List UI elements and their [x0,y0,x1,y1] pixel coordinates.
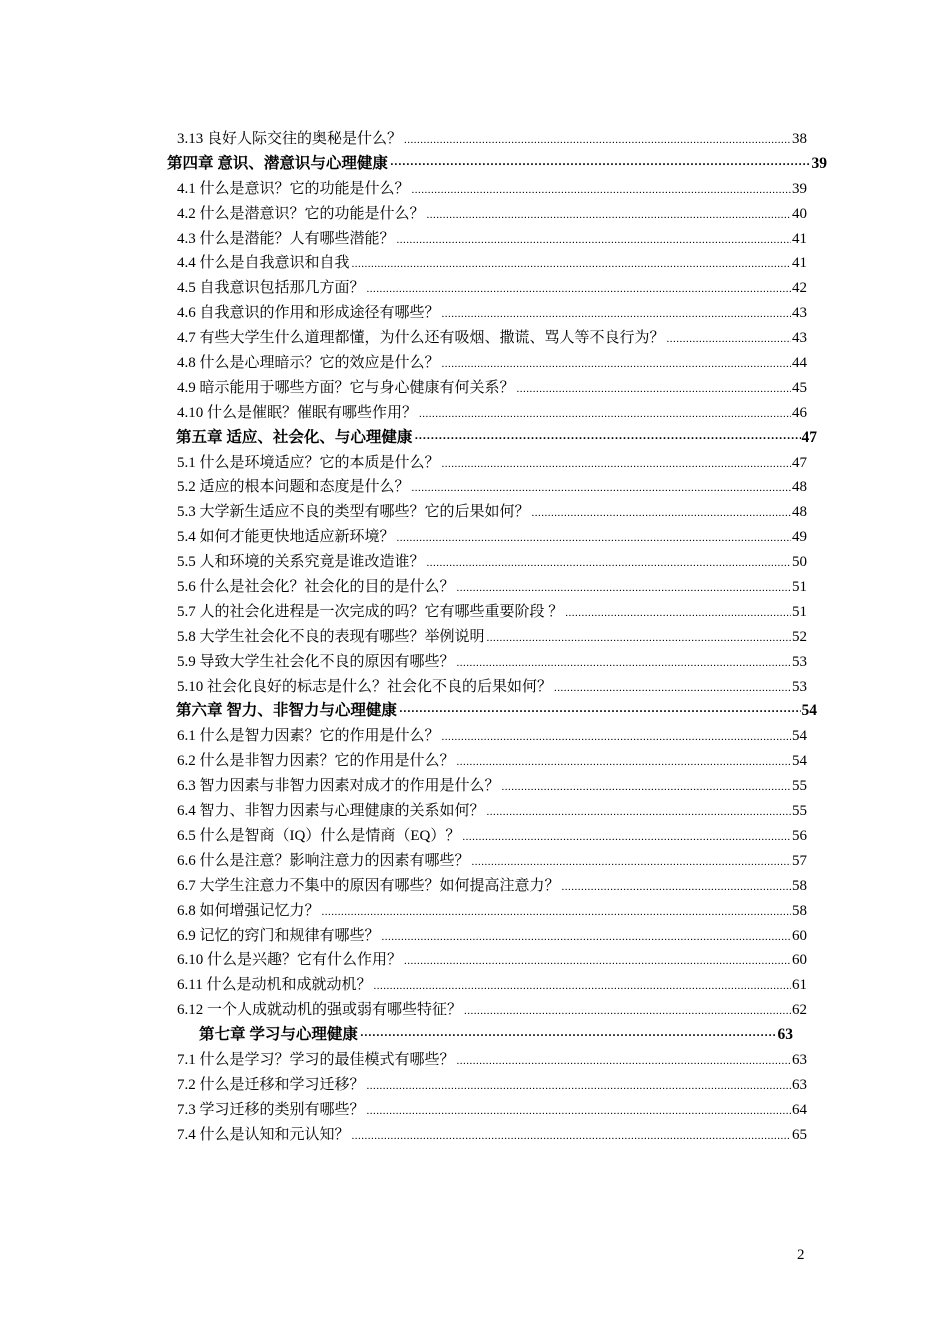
toc-page-number: 58 [792,877,807,894]
dot-leader [414,426,800,451]
toc-entry[interactable] [0,475,950,500]
toc-entry[interactable] [0,625,950,650]
dot-leader [457,576,791,601]
toc-entry[interactable] [0,724,950,749]
toc-entry[interactable] [0,202,950,227]
toc-entry[interactable] [0,177,950,202]
toc-entry-title: 4.10 什么是催眠？催眠有哪些作用？ [177,404,418,421]
toc-entry-title: 4.8 什么是心理暗示？它的效应是什么？ [177,355,440,372]
toc-chapter-heading[interactable] [0,1023,950,1048]
toc-page-number: 44 [792,355,807,372]
toc-entry[interactable] [0,500,950,525]
toc-entry[interactable] [0,451,950,476]
dot-leader [397,526,791,551]
toc-entry-title: 7.2 什么是迁移和学习迁移？ [177,1076,365,1093]
dot-leader [442,725,791,750]
dot-leader [367,1099,791,1124]
toc-entry[interactable] [0,924,950,949]
toc-line [177,650,807,676]
toc-entry-title: 6.4 智力、非智力因素与心理健康的关系如何？ [177,803,485,820]
toc-page-number: 43 [792,330,807,347]
dot-leader [667,327,791,352]
toc-entry-title: 第六章 智力、非智力与心理健康 [176,702,397,720]
toc-page-number: 60 [792,927,807,944]
table-of-contents [0,127,950,1148]
toc-entry[interactable] [0,575,950,600]
dot-leader [427,551,791,576]
toc-page-number: 38 [792,131,807,147]
toc-page-number: 48 [792,479,807,496]
toc-line [199,1023,793,1048]
toc-line [177,824,807,850]
toc-entry-title: 5.5 人和环境的关系究竟是谁改造谁？ [177,554,425,571]
toc-entry[interactable] [0,401,950,426]
toc-entry-title: 6.9 记忆的窍门和规律有哪些？ [177,927,380,944]
toc-entry-title: 5.1 什么是环境适应？它的本质是什么？ [177,454,440,471]
toc-entry-title: 5.8 大学生社会化不良的表现有哪些？举例说明 [177,628,485,645]
toc-page-number: 45 [792,379,807,396]
toc-entry[interactable] [0,127,950,152]
toc-entry-title: 5.6 什么是社会化？社会化的目的是什么？ [177,579,455,596]
toc-line [177,774,807,800]
toc-line [177,251,807,277]
toc-entry[interactable] [0,251,950,276]
toc-entry[interactable] [0,799,950,824]
toc-entry-title: 4.7 有些大学生什么道理都懂，为什么还有吸烟、撒谎、骂人等不良行为？ [177,330,665,347]
toc-page-number: 64 [792,1101,807,1118]
toc-entry[interactable] [0,899,950,924]
dot-leader [412,178,791,203]
dot-leader [360,1023,777,1048]
toc-line [177,600,807,626]
dot-leader [373,974,791,999]
dot-leader [457,651,791,676]
toc-page-number: 52 [792,628,807,645]
toc-line [177,1123,807,1149]
dot-leader [367,1074,791,1099]
toc-entry-title: 5.9 导致大学生社会化不良的原因有哪些？ [177,653,455,670]
toc-page-number: 65 [792,1126,807,1143]
toc-line [177,127,807,153]
toc-entry[interactable] [0,550,950,575]
toc-entry-title: 4.4 什么是自我意识和自我 [177,255,350,272]
toc-entry-title: 第四章 意识、潜意识与心理健康 [167,154,388,172]
toc-page-number: 40 [792,205,807,222]
toc-line [177,874,807,900]
toc-line [177,401,807,427]
toc-entry[interactable] [0,675,950,700]
toc-chapter-heading[interactable] [0,152,950,177]
toc-entry[interactable] [0,774,950,799]
toc-line [177,749,807,775]
toc-page-number: 41 [792,230,807,247]
toc-line [177,924,807,950]
toc-entry[interactable] [0,1098,950,1123]
toc-line [177,973,807,999]
toc-page-number: 63 [777,1026,793,1044]
toc-page-number: 60 [792,952,807,969]
toc-line [177,625,807,651]
toc-line [177,351,807,377]
toc-line [177,675,807,701]
dot-leader [457,750,791,775]
toc-page-number: 54 [801,702,817,720]
toc-entry-title: 6.5 什么是智商（IQ）什么是情商（EQ）？ [177,827,461,844]
toc-line [177,1073,807,1099]
dot-leader [442,452,791,477]
toc-entry[interactable] [0,849,950,874]
toc-page-number: 46 [792,404,807,421]
toc-entry-title: 6.2 什么是非智力因素？它的作用是什么？ [177,753,455,770]
toc-entry[interactable] [0,749,950,774]
dot-leader [487,800,791,825]
toc-chapter-heading[interactable] [0,426,950,451]
toc-entry-title: 7.4 什么是认知和元认知？ [177,1126,350,1143]
toc-page-number: 47 [792,454,807,471]
toc-page-number: 53 [792,653,807,670]
toc-line [177,451,807,477]
toc-page-number: 49 [792,529,807,546]
toc-line [177,1048,807,1074]
toc-page-number: 57 [792,852,807,869]
toc-entry-title: 6.6 什么是注意？影响注意力的因素有哪些？ [177,852,470,869]
toc-line [176,699,817,724]
dot-leader [532,501,791,526]
toc-entry[interactable] [0,351,950,376]
toc-line [176,426,817,451]
toc-line [167,152,827,177]
dot-leader [427,203,791,228]
toc-entry[interactable] [0,301,950,326]
dot-leader [352,1124,791,1149]
toc-entry[interactable] [0,227,950,252]
dot-leader [554,676,791,701]
dot-leader [382,925,791,950]
dot-leader [464,999,791,1024]
toc-line [177,475,807,501]
toc-entry[interactable] [0,948,950,973]
toc-entry[interactable] [0,525,950,550]
dot-leader [390,152,811,177]
toc-entry-title: 4.5 自我意识包括那几方面？ [177,280,365,297]
toc-entry-title: 6.8 如何增强记忆力？ [177,902,320,919]
toc-page-number: 63 [792,1076,807,1093]
toc-entry-title: 7.3 学习迁移的类别有哪些？ [177,1101,365,1118]
toc-page-number: 55 [792,803,807,820]
toc-entry[interactable] [0,650,950,675]
toc-page-number: 58 [792,902,807,919]
toc-page-number: 53 [792,678,807,695]
toc-entry-title: 第七章 学习与心理健康 [199,1026,358,1044]
toc-entry[interactable] [0,1048,950,1073]
toc-line [177,799,807,825]
toc-entry-title: 4.1 什么是意识？它的功能是什么？ [177,180,410,197]
toc-line [177,550,807,576]
toc-entry-title: 5.4 如何才能更快地适应新环境？ [177,529,395,546]
toc-entry-title: 6.7 大学生注意力不集中的原因有哪些？如何提高注意力？ [177,877,560,894]
dot-leader [487,626,791,651]
toc-page-number: 56 [792,827,807,844]
toc-line [177,376,807,402]
toc-entry-title: 5.10 社会化良好的标志是什么？社会化不良的后果如何？ [177,678,553,695]
toc-page-number: 61 [792,977,807,994]
toc-page-number: 50 [792,554,807,571]
toc-entry-title: 4.9 暗示能用于哪些方面？它与身心健康有何关系？ [177,379,515,396]
toc-entry-title: 6.3 智力因素与非智力因素对成才的作用是什么？ [177,778,500,795]
toc-entry[interactable] [0,973,950,998]
toc-entry-title: 5.7 人的社会化进程是一次完成的吗？它有哪些重要阶段 ？ [177,603,564,620]
dot-leader [352,252,791,277]
toc-line [177,500,807,526]
toc-entry-title: 4.6 自我意识的作用和形成途径有哪些？ [177,305,440,322]
dot-leader [367,277,791,302]
toc-entry[interactable] [0,326,950,351]
toc-entry[interactable] [0,998,950,1023]
toc-page-number: 62 [792,1002,807,1019]
toc-page-number: 55 [792,778,807,795]
page-number: 2 [797,1247,805,1263]
toc-line [177,202,807,228]
dot-leader [412,476,791,501]
toc-entry-title: 4.2 什么是潜意识？它的功能是什么？ [177,205,425,222]
toc-line [177,1098,807,1124]
toc-chapter-heading[interactable] [0,699,950,724]
toc-entry-title: 4.3 什么是潜能？人有哪些潜能？ [177,230,395,247]
toc-entry[interactable] [0,600,950,625]
dot-leader [502,775,791,800]
toc-line [177,849,807,875]
toc-entry[interactable] [0,376,950,401]
toc-entry[interactable] [0,1073,950,1098]
dot-leader [462,825,791,850]
dot-leader [442,302,791,327]
toc-page-number: 63 [792,1051,807,1068]
toc-entry[interactable] [0,824,950,849]
toc-page-number: 54 [792,728,807,745]
dot-leader [565,601,791,626]
toc-entry-title: 7.1 什么是学习？学习的最佳模式有哪些？ [177,1051,455,1068]
toc-line [177,724,807,750]
toc-entry-title: 6.10 什么是兴趣？它有什么作用？ [177,952,403,969]
dot-leader [442,352,791,377]
dot-leader [322,900,791,925]
toc-entry-title: 6.12 一个人成就动机的强或弱有哪些特征？ [177,1002,463,1019]
toc-entry[interactable] [0,1123,950,1148]
dot-leader [404,949,791,974]
toc-page-number: 54 [792,753,807,770]
toc-page-number: 39 [792,180,807,197]
toc-line [177,899,807,925]
toc-entry[interactable] [0,276,950,301]
toc-entry-title: 第五章 适应、社会化、与心理健康 [176,428,413,446]
toc-entry[interactable] [0,874,950,899]
toc-page-number: 41 [792,255,807,272]
toc-page-number: 43 [792,305,807,322]
dot-leader [562,875,791,900]
dot-leader [397,228,791,253]
toc-page-number: 48 [792,504,807,521]
toc-line [177,525,807,551]
dot-leader [399,699,801,724]
toc-entry-title: 6.11 什么是动机和成就动机？ [177,977,372,994]
dot-leader [419,402,791,427]
toc-entry-title: 6.1 什么是智力因素？它的作用是什么？ [177,728,440,745]
toc-page-number: 42 [792,280,807,297]
toc-entry-title: 5.3 大学新生适应不良的类型有哪些？它的后果如何？ [177,504,530,521]
toc-line [177,276,807,302]
dot-leader [457,1049,791,1074]
toc-line [177,177,807,203]
toc-page-number: 51 [792,579,807,596]
toc-line [177,326,807,352]
toc-page-number: 39 [811,154,827,172]
toc-line [177,301,807,327]
toc-entry-title: 5.2 适应的根本问题和态度是什么？ [177,479,410,496]
toc-page-number: 51 [792,603,807,620]
toc-line [177,948,807,974]
toc-line [177,998,807,1024]
toc-line [177,227,807,253]
dot-leader [404,128,791,153]
dot-leader [472,850,791,875]
toc-entry-title: 3.13 良好人际交往的奥秘是什么？ [177,131,403,147]
toc-line [177,575,807,601]
toc-page-number: 47 [801,428,817,446]
dot-leader [517,377,791,402]
